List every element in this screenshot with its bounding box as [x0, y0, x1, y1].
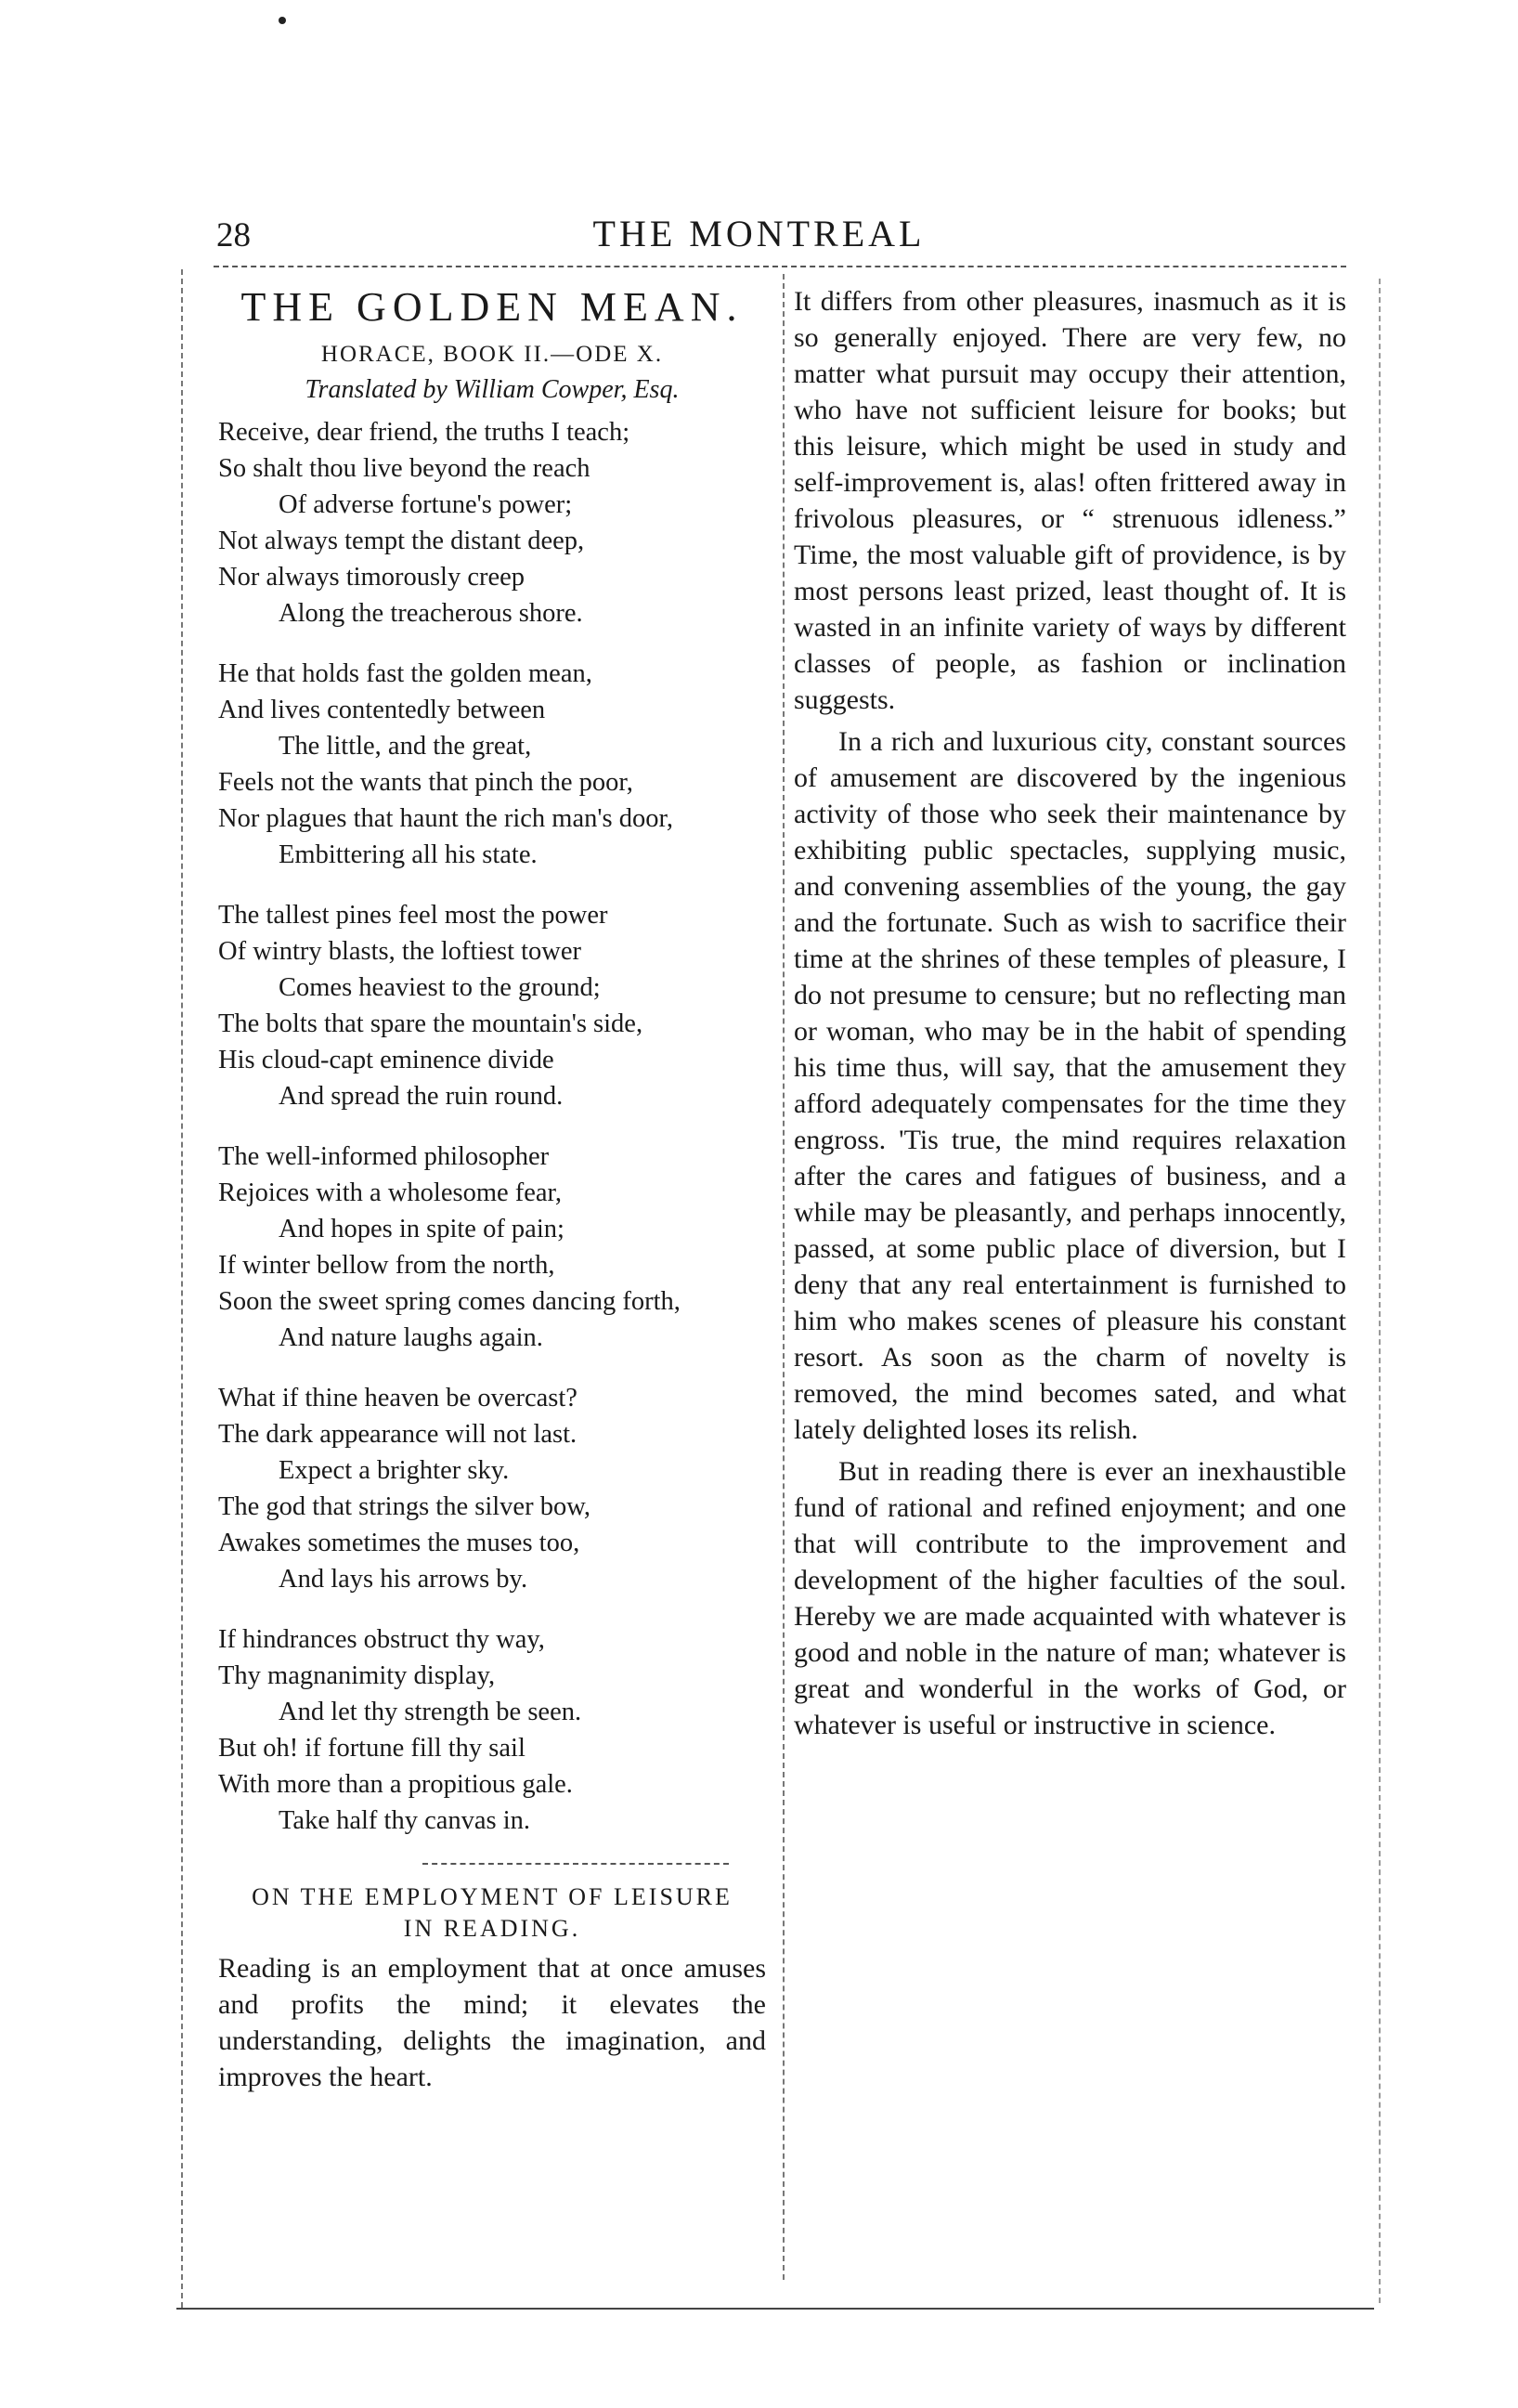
running-title: THE MONTREAL [592, 213, 926, 254]
left-margin-rule [181, 269, 183, 2308]
column-divider [783, 274, 785, 2280]
poem-translator: Translated by William Cowper, Esq. [305, 375, 680, 404]
poem-line: The god that strings the silver bow, [218, 1492, 591, 1521]
poem-stanza [218, 414, 766, 631]
poem-line: The dark appearance will not last. [218, 1420, 577, 1449]
poem-line: And lives contentedly between [218, 696, 546, 724]
poem-line: Feels not the wants that pinch the poor, [218, 768, 633, 797]
poem-line: With more than a propitious gale. [218, 1770, 573, 1799]
poem-stanzas [218, 414, 766, 1839]
poem-line: Thy magnanimity display, [218, 1661, 496, 1690]
poem-line: Expect a brighter sky. [279, 1456, 510, 1485]
essay-paragraph-2: It differs from other pleasures, inasmuch as it is so generally enjoyed. There are very few, no matter what pursuit may occupy their attention, who have not sufficient leisure for books; but this leisure, which might be used in study and self-improvement is, alas! often frittered away in frivolous pleasures, or “ strenuous idleness.” Time, the most valuable gift of providence, is by most persons least prized, least thought of. It is wasted in an infinite variety of ways by different classes of people, as fashion or inclination suggests. [794, 286, 1346, 715]
header-rule [214, 266, 1346, 267]
poem-stanza [218, 1139, 766, 1356]
poem-line: Of wintry blasts, the loftiest tower [218, 937, 582, 966]
poem-stanza [218, 1380, 766, 1597]
poem-line: He that holds fast the golden mean, [218, 659, 592, 688]
poem-line: And hopes in spite of pain; [279, 1215, 564, 1243]
poem-line: Nor plagues that haunt the rich man's door, [218, 804, 673, 833]
poem-stanza [218, 1621, 766, 1839]
poem-stanza [218, 656, 766, 873]
poem-line: The well-informed philosopher [218, 1142, 550, 1171]
poem-line: If winter bellow from the north, [218, 1251, 555, 1280]
poem-line: Of adverse fortune's power; [279, 490, 573, 519]
poem-line: And spread the ruin round. [279, 1082, 564, 1111]
poem-line: Embittering all his state. [279, 840, 538, 869]
page-number: 28 [216, 216, 251, 254]
poem-line: The bolts that spare the mountain's side, [218, 1009, 643, 1038]
poem-line: His cloud-capt eminence divide [218, 1046, 554, 1074]
poem-line: Rejoices with a wholesome fear, [218, 1178, 563, 1207]
essay-title-line-1: ON THE EMPLOYMENT OF LEISURE [252, 1883, 733, 1910]
poem-stanza [218, 897, 766, 1114]
essay-paragraph-1: Reading is an employment that at once amuses and profits the mind; it elevates the understanding, delights the imagination, and improves the heart. [218, 1953, 766, 2092]
poem-line: Soon the sweet spring comes dancing forth, [218, 1287, 681, 1316]
essay-paragraph-3: In a rich and luxurious city, constant sources of amusement are discovered by the ingenious activity of those who seek their maintenance by exhibiting public spectacles, supplying music, and convening assemblies of the young, the gay and the fortunate. Such as wish to sacrifice their time at the shrines of these temples of pleasure, I do not presume to censure; but no reflecting man or woman, who may be in the habit of spending his time thus, will say, that the amusement they afford adequately compensates for the time they engross. 'Tis true, the mind requires relaxation after the cares and fatigues of business, and a while may be pleasantly, and perhaps innocently, passed, at some public place of diversion, but I deny that any real entertainment is furnished to him who makes scenes of pleasure his constant resort. As soon as the charm of novelty is removed, the mind becomes sated, and what lately delighted loses its relish. [794, 726, 1346, 1445]
poem-line: Nor always timorously creep [218, 563, 525, 592]
poem-line: And nature laughs again. [279, 1323, 543, 1352]
poem-subtitle: HORACE, BOOK II.—ODE X. [320, 342, 664, 367]
right-column [794, 283, 1346, 1743]
poem-line: Awakes sometimes the muses too, [218, 1529, 580, 1557]
poem-line: What if thine heaven be overcast? [218, 1384, 577, 1412]
poem-line: And let thy strength be seen. [279, 1698, 582, 1726]
essay-paragraph-4: But in reading there is ever an inexhaustible fund of rational and refined enjoyment; and one that will contribute to the improvement and development of the higher faculties of the soul. Hereby we are made acquainted with whatever is good and noble in the nature of man; whatever is great and wonderful in the works of God, or whatever is useful or instructive in science. [794, 1456, 1346, 1740]
poem-title: THE GOLDEN MEAN. [240, 284, 744, 330]
right-margin-rule [1379, 279, 1381, 2303]
footer-rule [176, 2308, 1374, 2310]
poem-line: And lays his arrows by. [279, 1565, 528, 1594]
essay-title-line-2: IN READING. [403, 1915, 581, 1942]
poem-line: The tallest pines feel most the power [218, 901, 608, 930]
poem-line: Not always tempt the distant deep, [218, 527, 585, 555]
poem-line: Take half thy canvas in. [279, 1806, 531, 1835]
ink-dot [279, 17, 286, 24]
section-divider [422, 1863, 729, 1865]
poem-line: So shalt thou live beyond the reach [218, 454, 590, 483]
poem-line: Receive, dear friend, the truths I teach; [218, 418, 630, 447]
essay-title [218, 1881, 766, 1945]
poem-line: If hindrances obstruct thy way, [218, 1625, 545, 1654]
poem-line: The little, and the great, [279, 732, 532, 761]
poem-line: But oh! if fortune fill thy sail [218, 1734, 525, 1763]
poem-line: Comes heaviest to the ground; [279, 973, 601, 1002]
left-column [218, 283, 766, 2095]
poem-line: Along the treacherous shore. [279, 599, 583, 628]
